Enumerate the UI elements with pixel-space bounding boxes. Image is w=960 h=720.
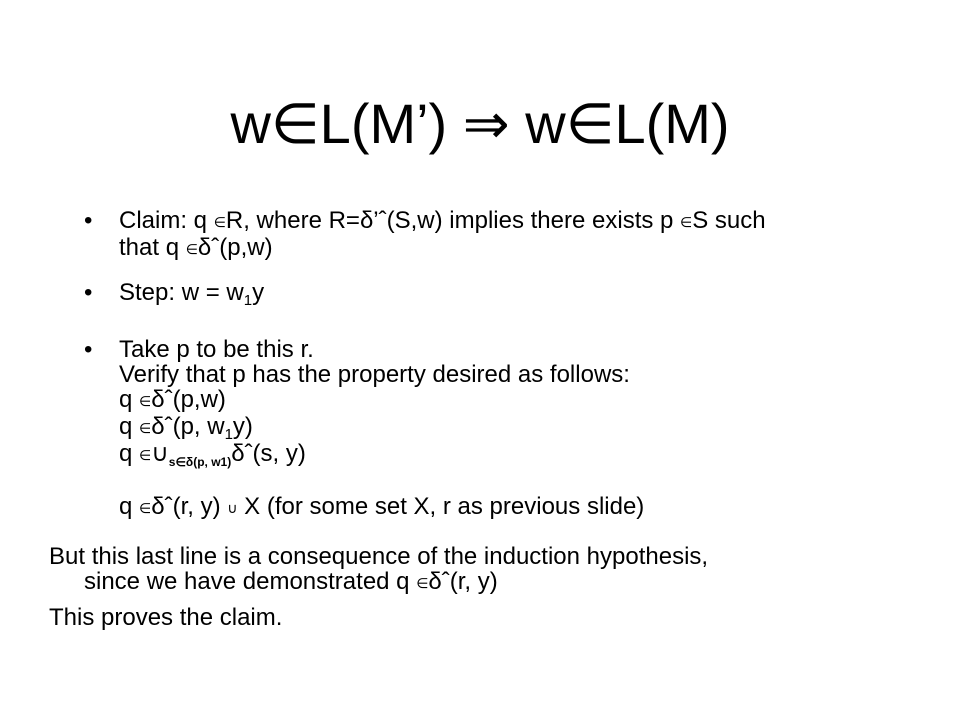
union-symbol: ∪ bbox=[227, 500, 238, 516]
conclusion-line-1: But this last line is a consequence of the induction hypothesis, bbox=[49, 543, 709, 570]
conclusion-line-2-b: δˆ(r, y) bbox=[428, 568, 498, 595]
claim-text-b: R, where R=δ’ˆ(S,w) implies there exists p bbox=[225, 207, 681, 234]
conclusion-line-2-a: since we have demonstrated q bbox=[84, 568, 417, 595]
bullet-take bbox=[84, 337, 944, 521]
take-line-3-a: q bbox=[119, 386, 140, 413]
bullet-dot: • bbox=[84, 207, 93, 234]
element-of-symbol: ∈ bbox=[139, 393, 152, 409]
take-line-4-a: q bbox=[119, 413, 140, 440]
take-line-4-subscript: 1 bbox=[224, 426, 233, 443]
element-of-symbol: ∈ bbox=[185, 241, 198, 257]
step-subscript: 1 bbox=[243, 292, 253, 309]
step-line bbox=[119, 279, 944, 309]
conclusion-line-3: This proves the claim. bbox=[49, 604, 283, 631]
take-line-4-b: δˆ(p, w bbox=[151, 413, 225, 440]
take-line-6-a: q bbox=[119, 493, 140, 520]
element-of-symbol: ∈ bbox=[416, 575, 429, 591]
claim-text-d: that q bbox=[119, 234, 186, 261]
take-line-6-d: X (for some set X, r as previous slide) bbox=[237, 493, 645, 520]
claim-line-1 bbox=[119, 208, 944, 235]
take-line-3-b: δˆ(p,w) bbox=[151, 386, 226, 413]
element-of-symbol: ∈ bbox=[139, 500, 152, 516]
claim-line-2 bbox=[119, 235, 944, 262]
title-middle: L(M’) ⇒ w bbox=[319, 92, 566, 155]
take-line-4 bbox=[119, 414, 944, 441]
element-of-symbol: ∈ bbox=[213, 214, 226, 230]
bullet-claim bbox=[84, 208, 944, 262]
title-rhs: L(M) bbox=[614, 92, 730, 155]
conclusion bbox=[49, 544, 909, 630]
slide-title bbox=[0, 88, 960, 160]
element-of-symbol: ∈ bbox=[270, 92, 320, 155]
element-of-symbol: ∈ bbox=[139, 420, 152, 436]
bullet-dot: • bbox=[84, 336, 93, 363]
step-text-b: y bbox=[252, 279, 265, 306]
bullet-dot: • bbox=[84, 279, 93, 306]
take-line-5-a: q bbox=[119, 440, 140, 467]
element-of-symbol: ∈ bbox=[139, 447, 152, 463]
title-w1: w bbox=[230, 92, 271, 155]
bullet-step bbox=[84, 279, 944, 309]
union-symbol: ∪ bbox=[151, 440, 169, 467]
element-of-symbol: ∈ bbox=[565, 92, 615, 155]
slide-body bbox=[49, 207, 944, 631]
take-line-1: Take p to be this r. bbox=[119, 336, 314, 363]
take-line-5-c: δˆ(s, y) bbox=[231, 440, 306, 467]
conclusion-line-2 bbox=[49, 569, 909, 596]
take-line-5 bbox=[119, 441, 944, 468]
claim-text-e: δˆ(p,w) bbox=[197, 234, 273, 261]
take-line-6 bbox=[119, 494, 944, 521]
take-line-4-c: y) bbox=[232, 413, 253, 440]
take-line-2: Verify that p has the property desired as follows: bbox=[119, 361, 630, 388]
claim-text-a: Claim: q bbox=[119, 207, 214, 234]
take-line-3 bbox=[119, 387, 944, 414]
element-of-symbol: ∈ bbox=[680, 214, 693, 230]
take-line-5-subscript: s∈δ(p, w1) bbox=[168, 455, 232, 469]
claim-text-c: S such bbox=[692, 207, 766, 234]
step-text-a: Step: w = w bbox=[119, 279, 244, 306]
take-line-6-b: δˆ(r, y) bbox=[151, 493, 228, 520]
